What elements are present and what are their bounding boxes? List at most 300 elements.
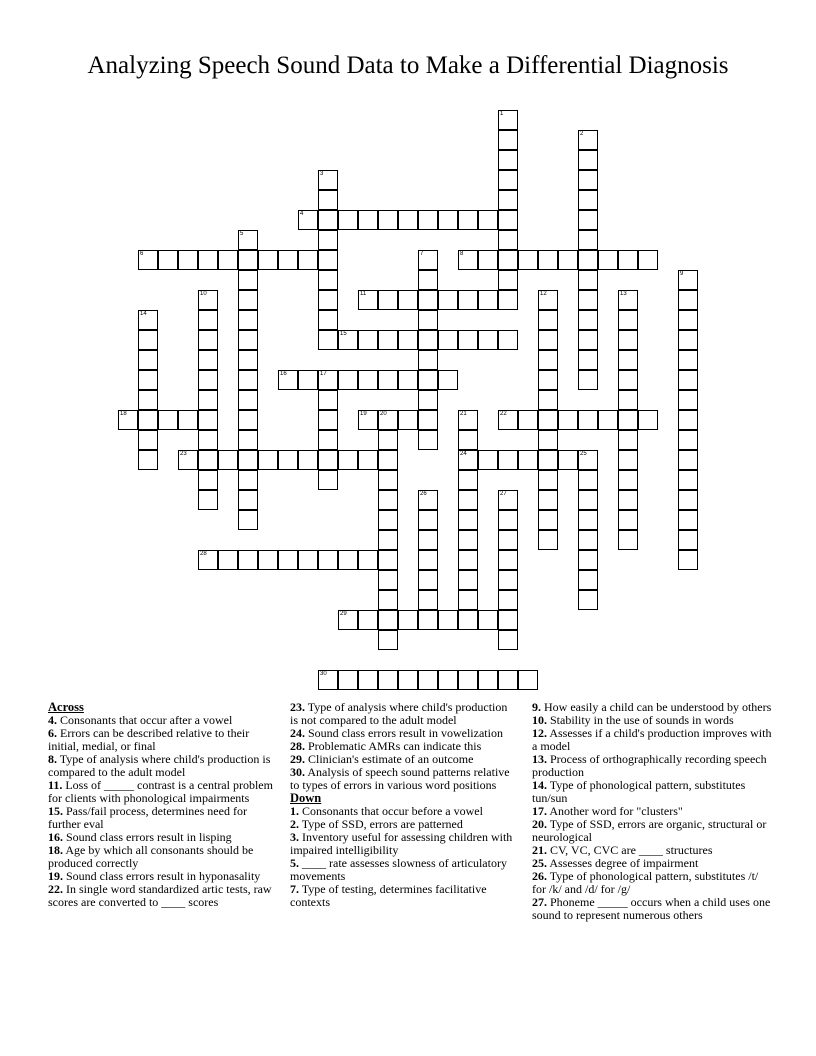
grid-cell[interactable] — [238, 550, 258, 570]
grid-cell[interactable] — [378, 430, 398, 450]
grid-cell[interactable] — [318, 170, 338, 190]
grid-cell[interactable] — [498, 630, 518, 650]
grid-cell[interactable] — [578, 550, 598, 570]
clue — [48, 727, 274, 753]
grid-cell[interactable] — [378, 490, 398, 510]
grid-cell[interactable] — [558, 250, 578, 270]
grid-cell[interactable] — [578, 490, 598, 510]
grid-cell[interactable] — [498, 450, 518, 470]
grid-cell[interactable] — [278, 550, 298, 570]
grid-cell[interactable] — [498, 150, 518, 170]
clue-number: 27 — [500, 491, 507, 497]
grid-cell[interactable] — [458, 550, 478, 570]
grid-cell[interactable] — [398, 330, 418, 350]
grid-cell[interactable] — [138, 250, 158, 270]
clue-text: Analysis of speech sound patterns relative to types of errors in various word positions — [290, 765, 510, 792]
grid-cell[interactable] — [478, 450, 498, 470]
grid-cell[interactable] — [358, 550, 378, 570]
clue-number-label: 24. — [290, 726, 305, 740]
clue-number: 9 — [680, 271, 684, 277]
grid-cell[interactable] — [358, 290, 378, 310]
grid-cell[interactable] — [678, 410, 698, 430]
grid-cell[interactable] — [138, 410, 158, 430]
clue-text: Errors can be described relative to their initial, medial, or final — [48, 726, 250, 753]
grid-cell[interactable] — [238, 410, 258, 430]
grid-cell[interactable] — [378, 610, 398, 630]
grid-cell[interactable] — [258, 450, 278, 470]
grid-cell[interactable] — [418, 590, 438, 610]
grid-cell[interactable] — [318, 370, 338, 390]
grid-cell[interactable] — [238, 230, 258, 250]
grid-cell[interactable] — [138, 450, 158, 470]
grid-cell[interactable] — [318, 190, 338, 210]
grid-cell[interactable] — [458, 530, 478, 550]
grid-cell[interactable] — [678, 550, 698, 570]
grid-cell[interactable] — [478, 670, 498, 690]
grid-cell[interactable] — [338, 670, 358, 690]
grid-cell[interactable] — [418, 390, 438, 410]
grid-cell[interactable] — [578, 410, 598, 430]
grid-cell[interactable] — [318, 310, 338, 330]
grid-cell[interactable] — [538, 390, 558, 410]
grid-cell[interactable] — [518, 410, 538, 430]
grid-cell[interactable] — [478, 250, 498, 270]
clue-text: Pass/fail process, determines need for further eval — [48, 804, 247, 831]
grid-cell[interactable] — [478, 610, 498, 630]
grid-cell[interactable] — [578, 510, 598, 530]
clue-number-label: 9. — [532, 700, 541, 714]
grid-cell[interactable] — [398, 210, 418, 230]
clue-number: 29 — [340, 611, 347, 617]
grid-cell[interactable] — [358, 370, 378, 390]
grid-cell[interactable] — [358, 450, 378, 470]
grid-cell[interactable] — [458, 510, 478, 530]
grid-cell[interactable] — [618, 370, 638, 390]
grid-cell[interactable] — [198, 470, 218, 490]
grid-cell[interactable] — [678, 350, 698, 370]
grid-cell[interactable] — [498, 330, 518, 350]
grid-cell[interactable] — [498, 190, 518, 210]
grid-cell[interactable] — [478, 330, 498, 350]
grid-cell[interactable] — [478, 290, 498, 310]
grid-cell[interactable] — [498, 550, 518, 570]
grid-cell[interactable] — [618, 530, 638, 550]
grid-cell[interactable] — [298, 210, 318, 230]
grid-cell[interactable] — [498, 290, 518, 310]
grid-cell[interactable] — [318, 270, 338, 290]
grid-cell[interactable] — [238, 450, 258, 470]
grid-cell[interactable] — [398, 370, 418, 390]
grid-cell[interactable] — [378, 410, 398, 430]
clue-number-label: 14. — [532, 778, 547, 792]
grid-cell[interactable] — [238, 470, 258, 490]
clue-number-label: 3. — [290, 830, 299, 844]
grid-cell[interactable] — [638, 250, 658, 270]
grid-cell[interactable] — [598, 250, 618, 270]
clue-text: Assesses degree of impairment — [547, 856, 699, 870]
grid-cell[interactable] — [618, 490, 638, 510]
grid-cell[interactable] — [538, 450, 558, 470]
down-clue-list — [290, 805, 516, 909]
grid-cell[interactable] — [418, 670, 438, 690]
grid-cell[interactable] — [438, 610, 458, 630]
clue — [290, 883, 516, 909]
grid-cell[interactable] — [418, 370, 438, 390]
grid-cell[interactable] — [538, 350, 558, 370]
clue-number: 8 — [460, 251, 464, 257]
grid-cell[interactable] — [498, 590, 518, 610]
grid-cell[interactable] — [618, 390, 638, 410]
grid-cell[interactable] — [578, 530, 598, 550]
grid-cell[interactable] — [418, 610, 438, 630]
grid-cell[interactable] — [418, 410, 438, 430]
grid-cell[interactable] — [318, 230, 338, 250]
grid-cell[interactable] — [338, 370, 358, 390]
grid-cell[interactable] — [178, 250, 198, 270]
grid-cell[interactable] — [178, 450, 198, 470]
grid-cell[interactable] — [618, 510, 638, 530]
grid-cell[interactable] — [458, 450, 478, 470]
clue-number-label: 19. — [48, 869, 63, 883]
grid-cell[interactable] — [418, 510, 438, 530]
grid-cell[interactable] — [578, 570, 598, 590]
grid-cell[interactable] — [158, 250, 178, 270]
grid-cell[interactable] — [618, 250, 638, 270]
clue — [532, 870, 772, 896]
grid-cell[interactable] — [318, 430, 338, 450]
grid-cell[interactable] — [218, 250, 238, 270]
grid-cell[interactable] — [538, 470, 558, 490]
grid-cell[interactable] — [578, 350, 598, 370]
grid-cell[interactable] — [438, 290, 458, 310]
grid-cell[interactable] — [418, 210, 438, 230]
grid-cell[interactable] — [378, 590, 398, 610]
grid-cell[interactable] — [318, 670, 338, 690]
grid-cell[interactable] — [398, 290, 418, 310]
grid-cell[interactable] — [518, 250, 538, 270]
grid-cell[interactable] — [418, 350, 438, 370]
grid-cell[interactable] — [258, 250, 278, 270]
grid-cell[interactable] — [378, 510, 398, 530]
clue-number: 1 — [500, 111, 504, 117]
grid-cell[interactable] — [458, 590, 478, 610]
grid-cell[interactable] — [238, 270, 258, 290]
grid-cell[interactable] — [418, 530, 438, 550]
grid-cell[interactable] — [498, 210, 518, 230]
grid-cell[interactable] — [618, 410, 638, 430]
grid-cell[interactable] — [198, 490, 218, 510]
grid-cell[interactable] — [678, 370, 698, 390]
grid-cell[interactable] — [378, 550, 398, 570]
grid-cell[interactable] — [398, 610, 418, 630]
grid-cell[interactable] — [498, 490, 518, 510]
grid-cell[interactable] — [358, 330, 378, 350]
clue-number-label: 5. — [290, 856, 299, 870]
clue-number-label: 13. — [532, 752, 547, 766]
clue-number: 24 — [460, 451, 467, 457]
grid-cell[interactable] — [578, 130, 598, 150]
grid-cell[interactable] — [558, 410, 578, 430]
grid-cell[interactable] — [678, 470, 698, 490]
grid-cell[interactable] — [458, 610, 478, 630]
grid-cell[interactable] — [418, 570, 438, 590]
clue-number: 16 — [280, 371, 287, 377]
grid-cell[interactable] — [138, 370, 158, 390]
grid-cell[interactable] — [318, 330, 338, 350]
grid-cell[interactable] — [578, 250, 598, 270]
grid-cell[interactable] — [238, 310, 258, 330]
grid-cell[interactable] — [198, 350, 218, 370]
grid-cell[interactable] — [358, 670, 378, 690]
clues-column-middle — [290, 701, 516, 909]
grid-cell[interactable] — [498, 170, 518, 190]
clue — [290, 766, 516, 792]
grid-cell[interactable] — [578, 590, 598, 610]
grid-cell[interactable] — [458, 210, 478, 230]
grid-cell[interactable] — [198, 390, 218, 410]
grid-cell[interactable] — [198, 430, 218, 450]
grid-cell[interactable] — [418, 310, 438, 330]
grid-cell[interactable] — [118, 410, 138, 430]
grid-cell[interactable] — [318, 450, 338, 470]
grid-cell[interactable] — [178, 410, 198, 430]
grid-cell[interactable] — [318, 290, 338, 310]
grid-cell[interactable] — [378, 330, 398, 350]
grid-cell[interactable] — [498, 230, 518, 250]
grid-cell[interactable] — [458, 570, 478, 590]
grid-cell[interactable] — [198, 410, 218, 430]
grid-cell[interactable] — [458, 470, 478, 490]
grid-cell[interactable] — [678, 270, 698, 290]
grid-cell[interactable] — [538, 370, 558, 390]
grid-cell[interactable] — [238, 430, 258, 450]
grid-cell[interactable] — [678, 450, 698, 470]
grid-cell[interactable] — [298, 550, 318, 570]
clue-text: Loss of _____ contrast is a central problem for clients with phonological impairments — [48, 778, 273, 805]
grid-cell[interactable] — [498, 110, 518, 130]
grid-cell[interactable] — [218, 550, 238, 570]
grid-cell[interactable] — [678, 530, 698, 550]
grid-cell[interactable] — [438, 330, 458, 350]
clue-number-label: 12. — [532, 726, 547, 740]
grid-cell[interactable] — [678, 430, 698, 450]
grid-cell[interactable] — [558, 450, 578, 470]
grid-cell[interactable] — [378, 670, 398, 690]
grid-cell[interactable] — [238, 490, 258, 510]
grid-cell[interactable] — [638, 410, 658, 430]
grid-cell[interactable] — [278, 370, 298, 390]
grid-cell[interactable] — [378, 470, 398, 490]
grid-cell[interactable] — [458, 250, 478, 270]
grid-cell[interactable] — [678, 390, 698, 410]
clue-number: 26 — [420, 491, 427, 497]
grid-cell[interactable] — [678, 490, 698, 510]
grid-cell[interactable] — [618, 470, 638, 490]
grid-cell[interactable] — [378, 570, 398, 590]
grid-cell[interactable] — [578, 210, 598, 230]
grid-cell[interactable] — [618, 330, 638, 350]
grid-cell[interactable] — [618, 290, 638, 310]
grid-cell[interactable] — [618, 450, 638, 470]
grid-cell[interactable] — [498, 250, 518, 270]
grid-cell[interactable] — [438, 370, 458, 390]
grid-cell[interactable] — [318, 410, 338, 430]
grid-cell[interactable] — [678, 510, 698, 530]
grid-cell[interactable] — [618, 350, 638, 370]
grid-cell[interactable] — [238, 330, 258, 350]
clue-number: 13 — [620, 291, 627, 297]
grid-cell[interactable] — [618, 310, 638, 330]
grid-cell[interactable] — [458, 330, 478, 350]
down-heading: Down — [290, 791, 322, 805]
grid-cell[interactable] — [418, 250, 438, 270]
grid-cell[interactable] — [418, 430, 438, 450]
grid-cell[interactable] — [458, 430, 478, 450]
grid-cell[interactable] — [578, 450, 598, 470]
grid-cell[interactable] — [198, 330, 218, 350]
grid-cell[interactable] — [518, 670, 538, 690]
grid-cell[interactable] — [538, 530, 558, 550]
grid-cell[interactable] — [498, 570, 518, 590]
grid-cell[interactable] — [358, 210, 378, 230]
grid-cell[interactable] — [398, 670, 418, 690]
grid-cell[interactable] — [378, 450, 398, 470]
grid-cell[interactable] — [678, 310, 698, 330]
grid-cell[interactable] — [538, 410, 558, 430]
grid-cell[interactable] — [518, 450, 538, 470]
grid-cell[interactable] — [198, 310, 218, 330]
grid-cell[interactable] — [318, 210, 338, 230]
grid-cell[interactable] — [478, 210, 498, 230]
grid-cell[interactable] — [598, 410, 618, 430]
grid-cell[interactable] — [338, 610, 358, 630]
grid-cell[interactable] — [238, 250, 258, 270]
grid-cell[interactable] — [418, 290, 438, 310]
grid-cell[interactable] — [298, 370, 318, 390]
grid-cell[interactable] — [538, 510, 558, 530]
grid-cell[interactable] — [498, 610, 518, 630]
grid-cell[interactable] — [198, 250, 218, 270]
grid-cell[interactable] — [238, 350, 258, 370]
grid-cell[interactable] — [138, 430, 158, 450]
clue-number-label: 22. — [48, 882, 63, 896]
clue — [48, 844, 274, 870]
grid-cell[interactable] — [438, 210, 458, 230]
grid-cell[interactable] — [538, 250, 558, 270]
grid-cell[interactable] — [418, 550, 438, 570]
grid-cell[interactable] — [378, 530, 398, 550]
grid-cell[interactable] — [138, 310, 158, 330]
grid-cell[interactable] — [418, 270, 438, 290]
clue — [532, 818, 772, 844]
grid-cell[interactable] — [378, 630, 398, 650]
grid-cell[interactable] — [498, 410, 518, 430]
grid-cell[interactable] — [318, 470, 338, 490]
grid-cell[interactable] — [238, 390, 258, 410]
clue-text: Phoneme _____ occurs when a child uses one sound to represent numerous others — [532, 895, 771, 922]
grid-cell[interactable] — [578, 270, 598, 290]
grid-cell[interactable] — [578, 230, 598, 250]
grid-cell[interactable] — [418, 490, 438, 510]
grid-cell[interactable] — [458, 290, 478, 310]
grid-cell[interactable] — [498, 530, 518, 550]
grid-cell[interactable] — [298, 250, 318, 270]
grid-cell[interactable] — [338, 550, 358, 570]
clue-text: Consonants that occur before a vowel — [299, 804, 483, 818]
grid-cell[interactable] — [678, 290, 698, 310]
grid-cell[interactable] — [578, 470, 598, 490]
grid-cell[interactable] — [498, 510, 518, 530]
grid-cell[interactable] — [538, 290, 558, 310]
grid-cell[interactable] — [258, 550, 278, 570]
grid-cell[interactable] — [198, 550, 218, 570]
grid-cell[interactable] — [138, 390, 158, 410]
grid-cell[interactable] — [358, 610, 378, 630]
grid-cell[interactable] — [458, 490, 478, 510]
grid-cell[interactable] — [278, 250, 298, 270]
grid-cell[interactable] — [358, 410, 378, 430]
clue — [532, 727, 772, 753]
grid-cell[interactable] — [238, 510, 258, 530]
grid-cell[interactable] — [578, 190, 598, 210]
grid-cell[interactable] — [438, 670, 458, 690]
grid-cell[interactable] — [538, 330, 558, 350]
grid-cell[interactable] — [378, 210, 398, 230]
grid-cell[interactable] — [378, 370, 398, 390]
grid-cell[interactable] — [458, 410, 478, 430]
grid-cell[interactable] — [498, 130, 518, 150]
grid-cell[interactable] — [418, 330, 438, 350]
grid-cell[interactable] — [578, 150, 598, 170]
clue-number-label: 29. — [290, 752, 305, 766]
grid-cell[interactable] — [338, 330, 358, 350]
grid-cell[interactable] — [318, 550, 338, 570]
grid-cell[interactable] — [338, 210, 358, 230]
grid-cell[interactable] — [338, 450, 358, 470]
grid-cell[interactable] — [218, 450, 238, 470]
grid-cell[interactable] — [538, 490, 558, 510]
grid-cell[interactable] — [618, 430, 638, 450]
grid-cell[interactable] — [278, 450, 298, 470]
grid-cell[interactable] — [198, 290, 218, 310]
grid-cell[interactable] — [578, 330, 598, 350]
grid-cell[interactable] — [678, 330, 698, 350]
clue-number: 12 — [540, 291, 547, 297]
grid-cell[interactable] — [158, 410, 178, 430]
grid-cell[interactable] — [238, 290, 258, 310]
grid-cell[interactable] — [458, 670, 478, 690]
grid-cell[interactable] — [238, 370, 258, 390]
grid-cell[interactable] — [298, 450, 318, 470]
grid-cell[interactable] — [398, 410, 418, 430]
grid-cell[interactable] — [578, 310, 598, 330]
grid-cell[interactable] — [318, 390, 338, 410]
grid-cell[interactable] — [578, 370, 598, 390]
grid-cell[interactable] — [498, 670, 518, 690]
grid-cell[interactable] — [198, 450, 218, 470]
grid-cell[interactable] — [138, 350, 158, 370]
grid-cell[interactable] — [318, 250, 338, 270]
grid-cell[interactable] — [198, 370, 218, 390]
clue-number-label: 10. — [532, 713, 547, 727]
grid-cell[interactable] — [538, 430, 558, 450]
grid-cell[interactable] — [538, 310, 558, 330]
grid-cell[interactable] — [378, 290, 398, 310]
grid-cell[interactable] — [138, 330, 158, 350]
grid-cell[interactable] — [578, 290, 598, 310]
grid-cell[interactable] — [578, 170, 598, 190]
grid-cell[interactable] — [498, 270, 518, 290]
